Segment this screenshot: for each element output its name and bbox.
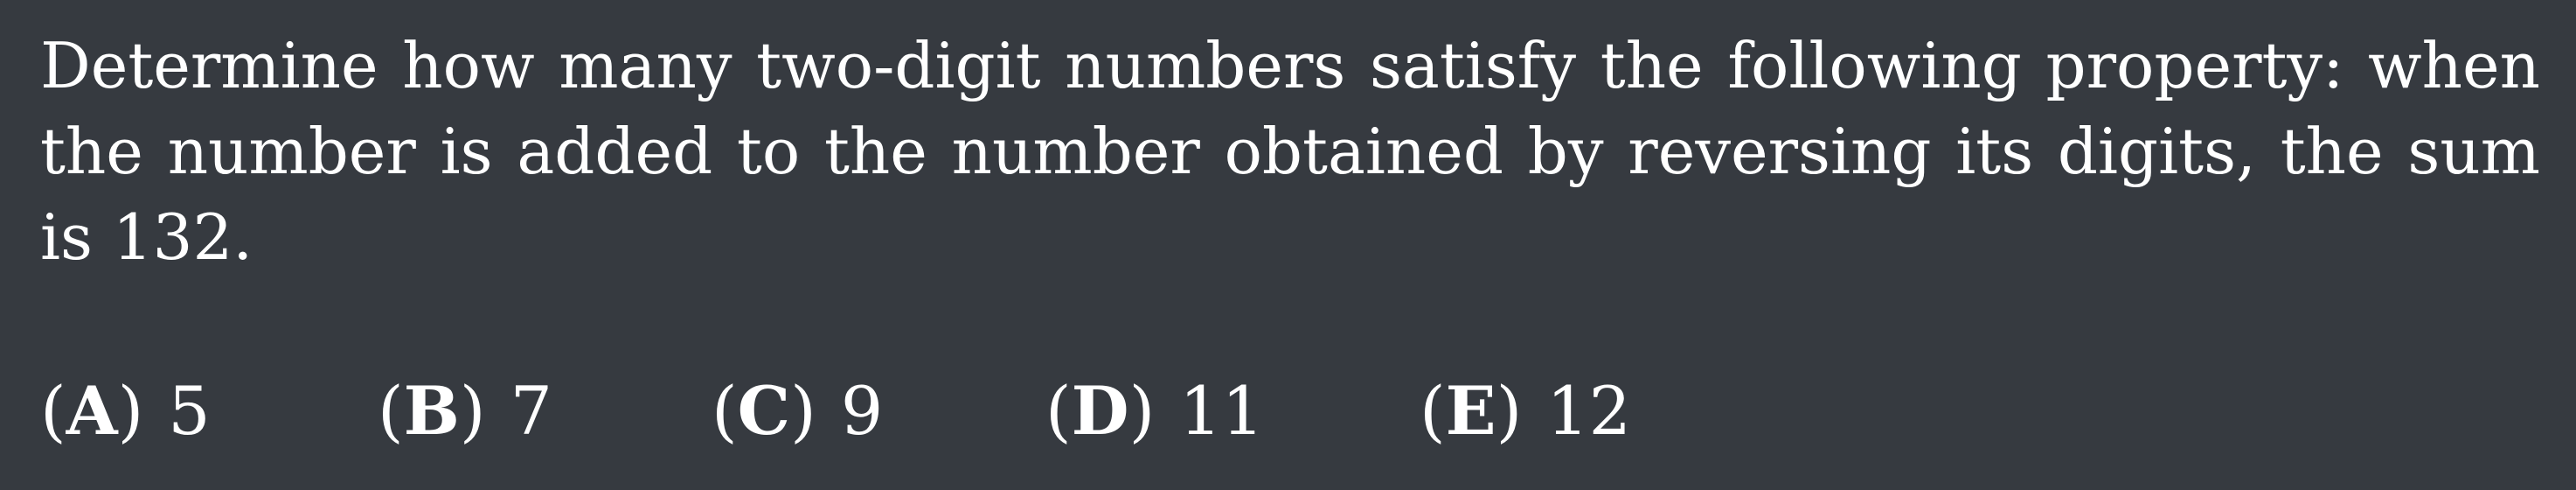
- problem-statement: Determine how many two-digit numbers satisfy the following property: when the number is added to the number obtained by reversing its digits, the sum is 132.: [40, 29, 2540, 274]
- choice-value: 9: [840, 372, 884, 450]
- choice-letter: E: [1445, 372, 1496, 450]
- choice-letter: A: [66, 372, 118, 450]
- choice-value: 5: [168, 372, 211, 450]
- choice-letter: B: [403, 372, 460, 450]
- choice-a[interactable]: (A) 5: [40, 372, 211, 450]
- choice-letter: D: [1071, 372, 1129, 450]
- choice-e[interactable]: (E) 12: [1420, 372, 1631, 450]
- choice-value: 11: [1179, 372, 1264, 450]
- choice-d[interactable]: (D) 11: [1045, 372, 1264, 450]
- choice-b[interactable]: (B) 7: [378, 372, 552, 450]
- choice-value: 7: [510, 372, 552, 450]
- choice-c[interactable]: (C) 9: [712, 372, 884, 450]
- choice-value: 12: [1546, 372, 1631, 450]
- choice-letter: C: [737, 372, 791, 450]
